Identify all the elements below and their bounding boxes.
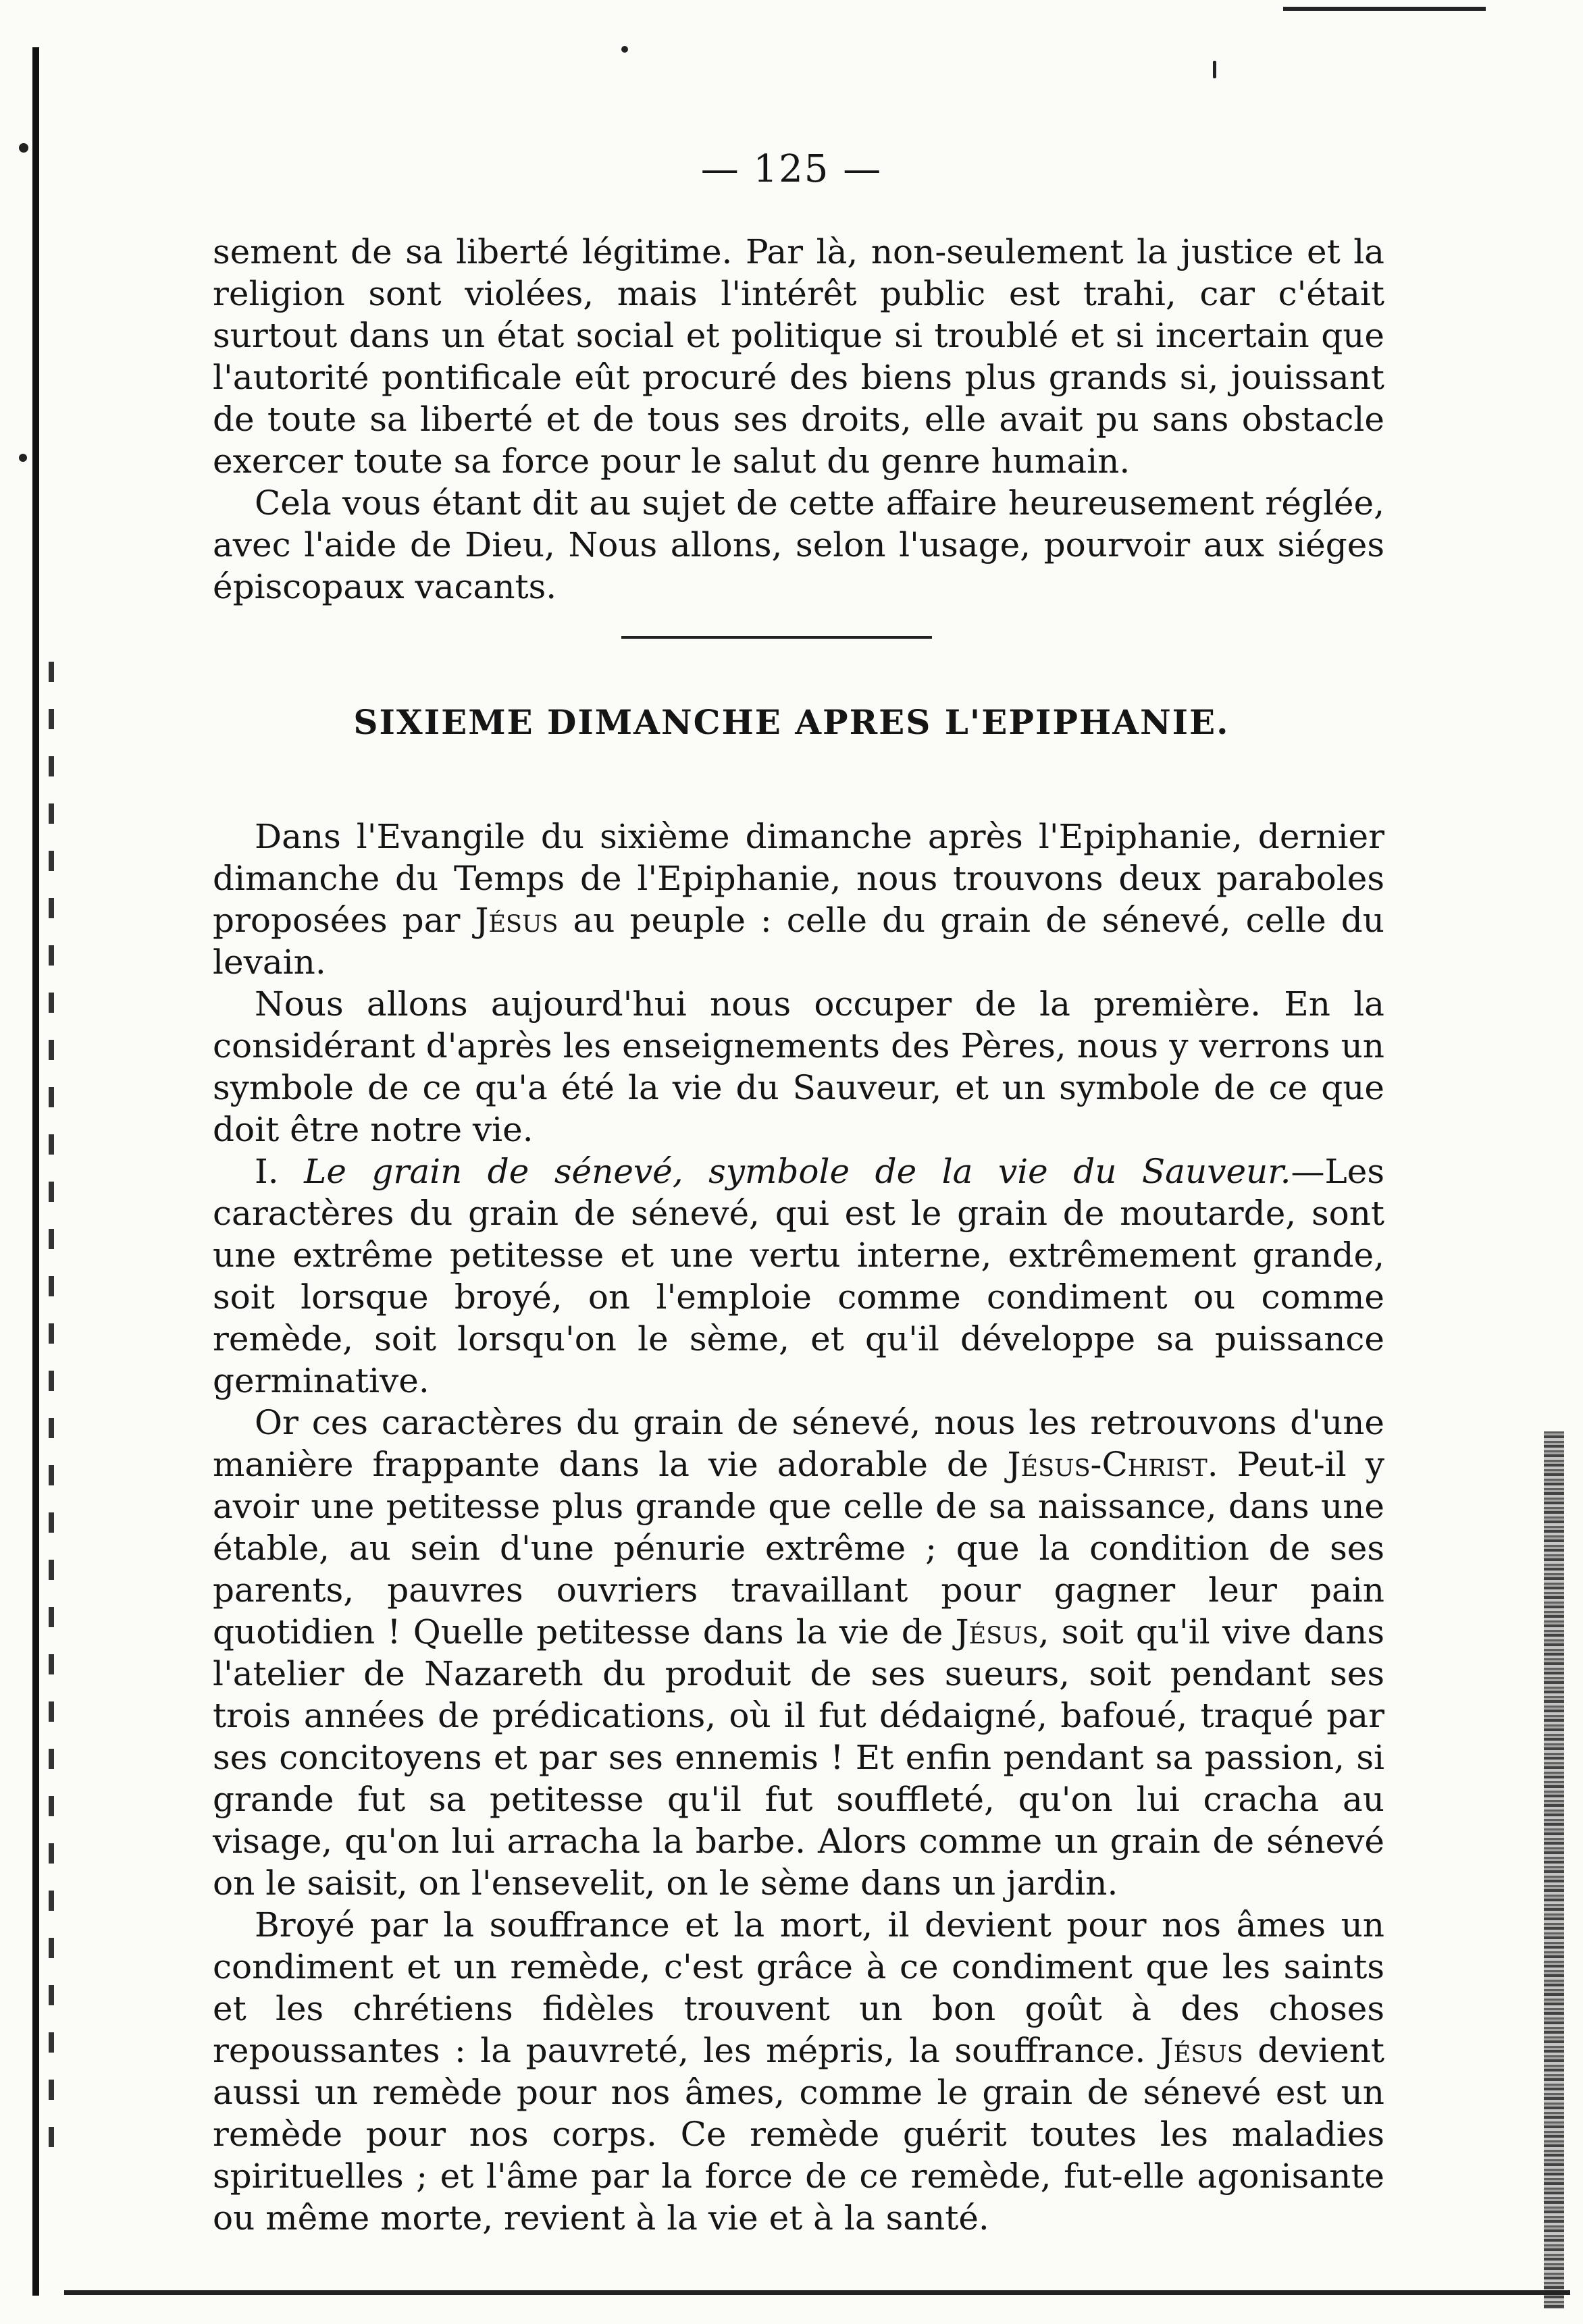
paragraph: Cela vous étant dit au sujet de cette affaire heureusement réglée, avec l'aide de Dieu, Nous allons, selon l'usage, pourvoir aux siéges épiscopaux vacants. xyxy=(213,483,1384,606)
section-separator xyxy=(621,636,932,639)
scan-edge-bottom xyxy=(64,2290,1570,2295)
ink-speck xyxy=(19,454,27,462)
ink-speck xyxy=(621,46,628,53)
text-run: . Peut-il y avoir une petitesse plus grande que celle de sa naissance, dans une étable, au sein d'une pénurie extrême ; que la condition de ses parents, pauvres ouvriers travaillant pour gagner leur pain quotidien ! Quelle petitesse dans la vie de xyxy=(213,1445,1385,1652)
page-number: — 125 — xyxy=(700,147,883,191)
text-run: —Les caractères du grain de sénevé, qui est le grain de moutarde, sont une extrême petitesse et une vertu interne, extrêmement grande, soit lorsque broyé, on l'emploie comme condiment ou comme remède, soit lorsqu'on le sème, et qu'il développe sa puissance germinative. xyxy=(213,1152,1384,1400)
section-number: I. xyxy=(255,1152,279,1191)
paragraph xyxy=(213,816,1384,983)
text-run: , soit qu'il vive dans l'atelier de Nazareth du produit de ses sueurs, soit pendant ses trois années de prédications, où il fut dédaigné, bafoué, traqué par ses concitoyens et par ses ennemis ! Et enfin pendant sa passion, si grande fut sa petitesse qu'il fut souffleté, qu'on lui cracha au visage, qu'on lui arracha la barbe. Alors comme un grain de sénevé on le saisit, on l'ensevelit, on le sème dans un jardin. xyxy=(213,1612,1384,1903)
section-title: SIXIEME DIMANCHE APRES L'EPIPHANIE. xyxy=(353,702,1230,742)
scan-edge-top xyxy=(1283,7,1486,11)
section-lead-in: Le grain de sénevé, symbole de la vie du Sauveur. xyxy=(304,1152,1291,1191)
ink-speck xyxy=(1213,61,1216,78)
paragraph xyxy=(213,1402,1384,1904)
scan-edge-right xyxy=(1544,1431,1564,2309)
text-run: Broyé par la souffrance et la mort, il devient pour nos âmes un condiment et un remède, c'est grâce à ce condiment que les saints et les chrétiens fidèles trouvent un bon goût à des choses repoussantes : la pauvreté, les mépris, la souffrance. xyxy=(213,1905,1384,2070)
name-jesus: Jésus xyxy=(475,901,559,940)
name-jesus-christ: Jésus-Christ xyxy=(1007,1445,1208,1484)
paragraph: sement de sa liberté légitime. Par là, non-seulement la justice et la religion sont violées, mais l'intérêt public est trahi, car c'était surtout dans un état social et politique si troublé et si incertain que l'autorité pontificale eût procuré des biens plus grands si, jouissant de toute sa liberté et de tous ses droits, elle avait pu sans obstacle exercer toute sa force pour le salut du genre humain. xyxy=(213,232,1384,481)
scan-edge-left xyxy=(32,47,39,2296)
text-run: au peuple : celle du grain de sénevé, celle du levain. xyxy=(213,901,1385,982)
name-jesus: Jésus xyxy=(955,1612,1039,1652)
sermon-body xyxy=(213,816,1384,2239)
paragraph xyxy=(213,1151,1384,1402)
text-run: devient aussi un remède pour nos âmes, comme le grain de sénevé est un remède pour nos corps. Ce remède guérit toutes les maladies spirituelles ; et l'âme par la force de ce remède, fut-elle agonisante ou même morte, revient à la vie et à la santé. xyxy=(213,2031,1384,2238)
text-run: Dans l'Evangile du sixième dimanche après l'Epiphanie, dernier dimanche du Temps de l'Epiphanie, nous trouvons deux paraboles proposées par xyxy=(213,817,1384,940)
name-jesus: Jésus xyxy=(1160,2031,1243,2070)
paragraph: Nous allons aujourd'hui nous occuper de la première. En la considérant d'après les enseignements des Pères, nous y verrons un symbole de ce qu'a été la vie du Sauveur, et un symbole de ce que doit être notre vie. xyxy=(213,984,1384,1149)
scan-edge-marks xyxy=(49,662,54,2147)
intro-text xyxy=(213,231,1384,608)
text-run: Or ces caractères du grain de sénevé, nous les retrouvons d'une manière frappante dans la vie adorable de xyxy=(213,1403,1384,1484)
paragraph xyxy=(213,1904,1384,2239)
